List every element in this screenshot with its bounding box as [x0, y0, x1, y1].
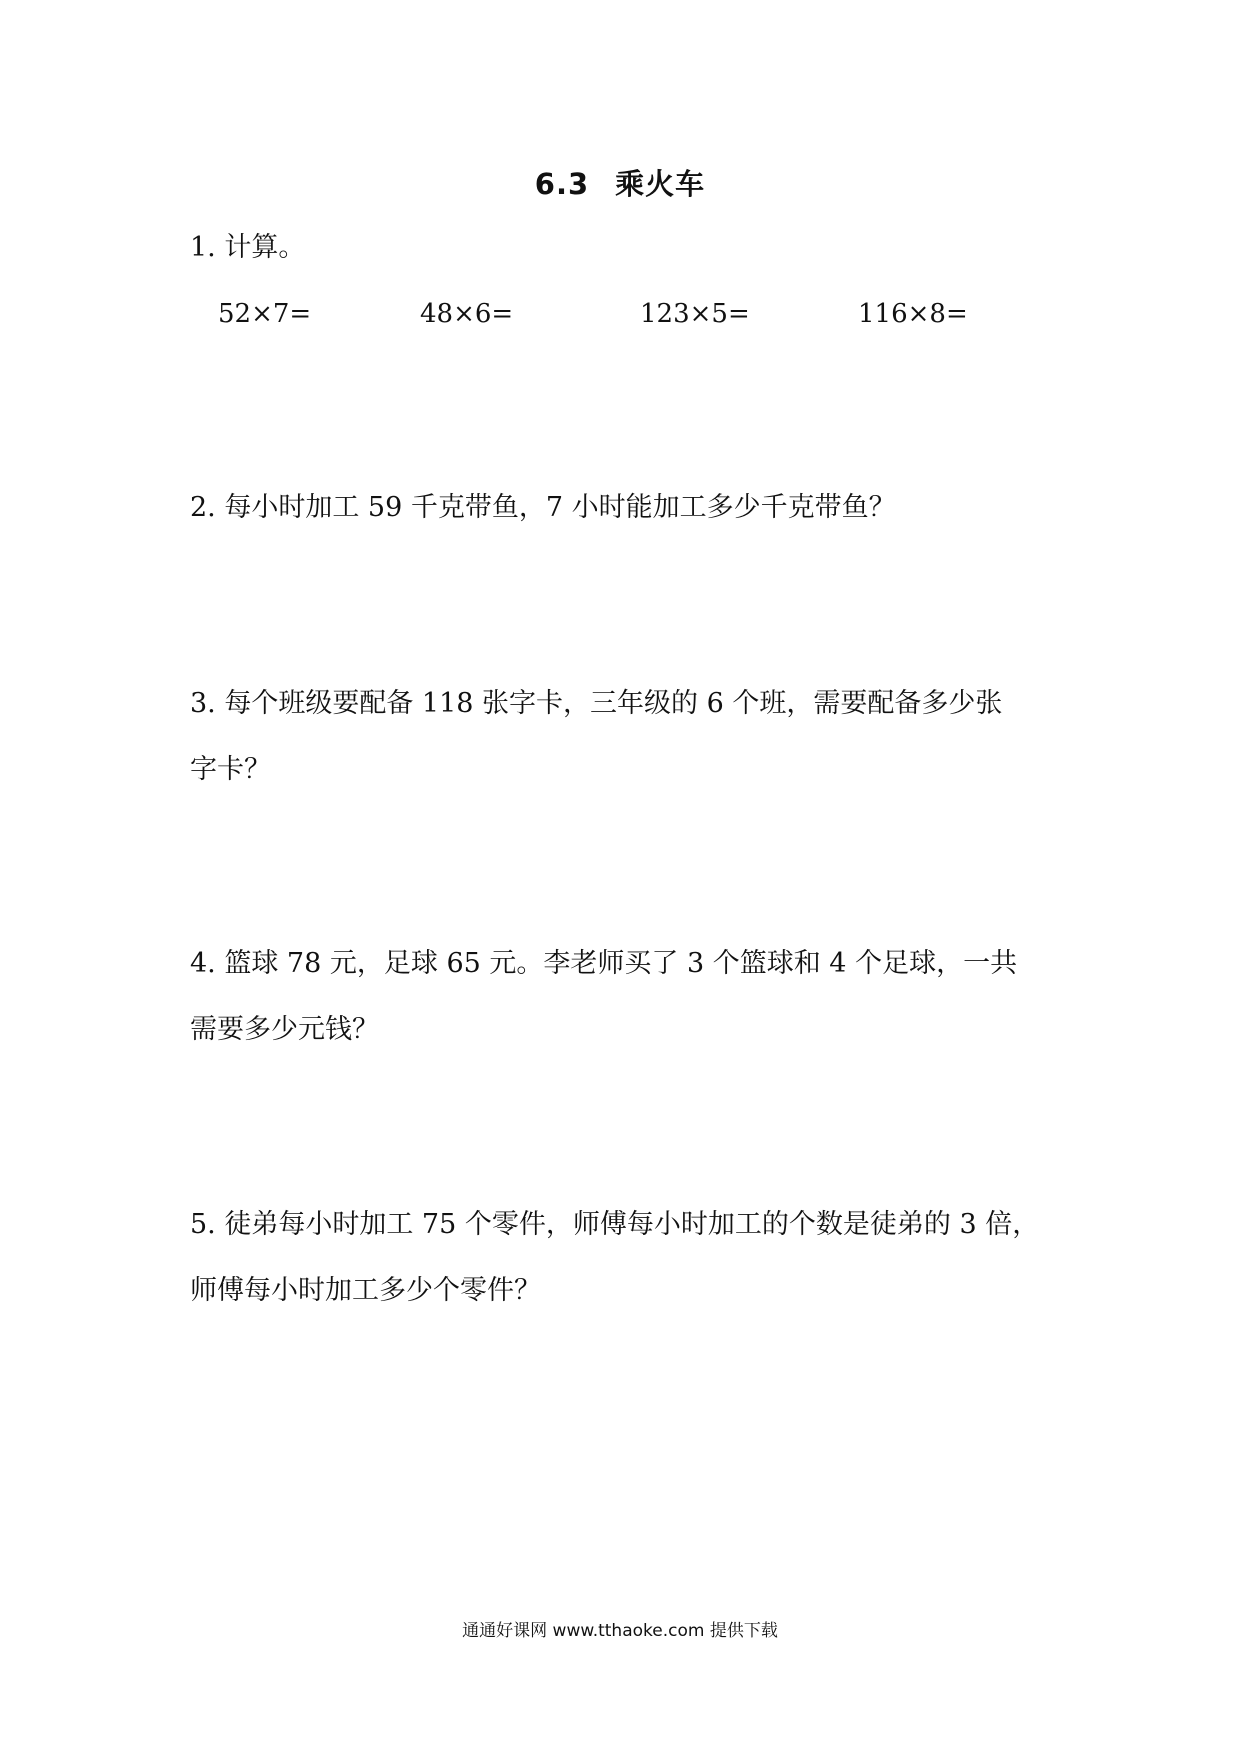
calc-item-3: 123×5= [640, 299, 750, 329]
question-2-line-1: 2. 每小时加工 59 千克带鱼，7 小时能加工多少千克带鱼？ [190, 492, 896, 523]
question-5-line-2: 师傅每小时加工多少个零件？ [190, 1275, 541, 1306]
question-4-line-1: 4. 篮球 78 元，足球 65 元。李老师买了 3 个篮球和 4 个足球，一共 [190, 948, 1018, 979]
footer-credit: 通通好课网 www.tthaoke.com 提供下载 [462, 1621, 778, 1641]
calc-item-1: 52×7= [218, 299, 312, 329]
calc-item-2: 48×6= [420, 299, 514, 329]
question-1-prompt: 1. 计算。 [190, 232, 306, 263]
calc-item-4: 116×8= [858, 299, 968, 329]
question-5-line-1: 5. 徒弟每小时加工 75 个零件，师傅每小时加工的个数是徒弟的 3 倍， [190, 1209, 1040, 1240]
question-3-line-1: 3. 每个班级要配备 118 张字卡，三年级的 6 个班，需要配备多少张 [190, 688, 1003, 719]
question-3-line-2: 字卡？ [190, 754, 271, 785]
page-title [0, 162, 1240, 203]
title-number: 6.3 [534, 167, 590, 201]
title-text: 乘火车 [615, 167, 706, 201]
question-4-line-2: 需要多少元钱？ [190, 1014, 379, 1045]
